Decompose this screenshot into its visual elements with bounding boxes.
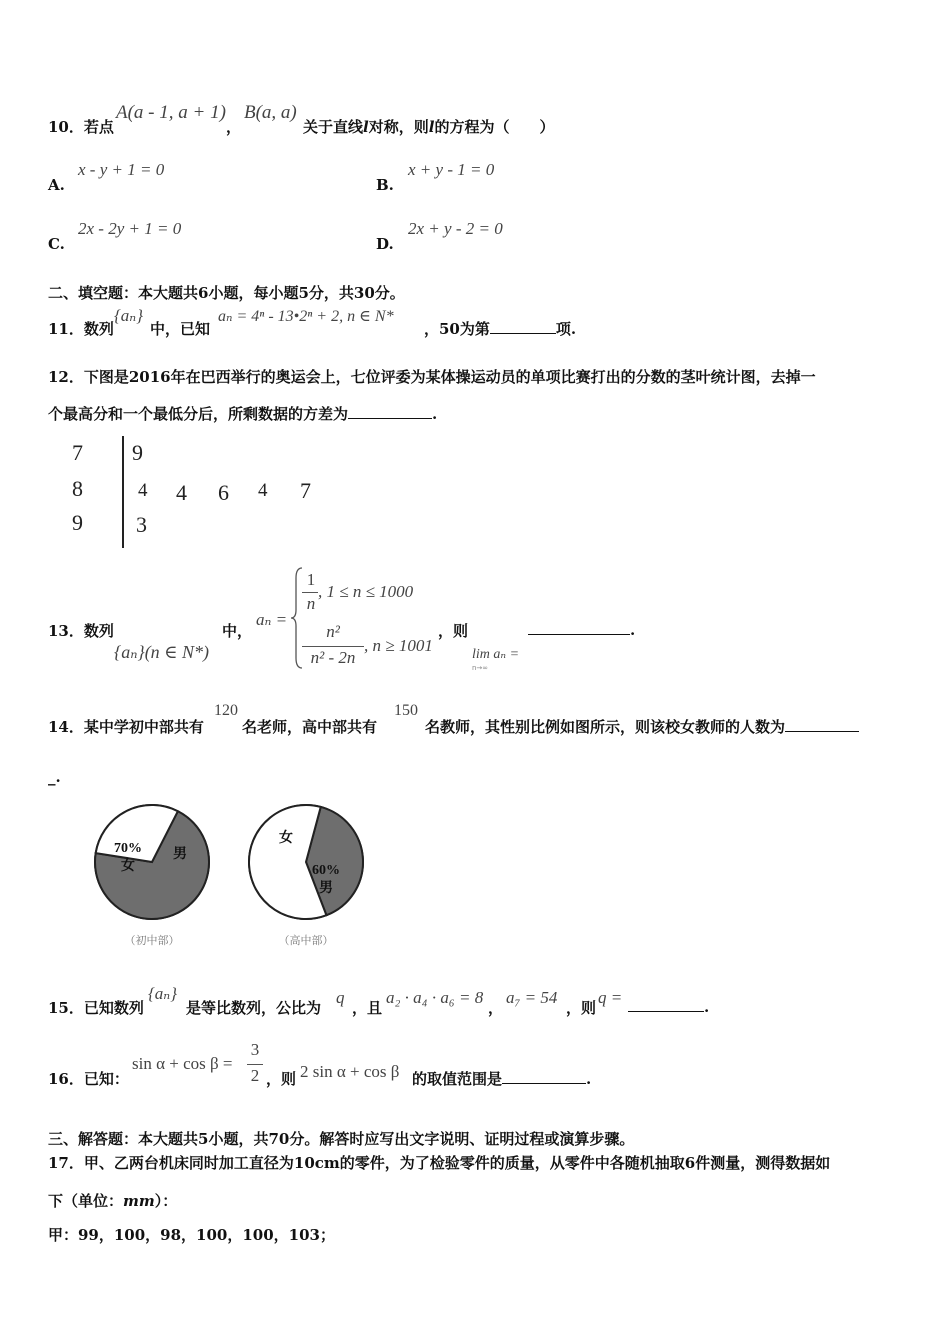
q13-case1-cond: , 1 ≤ n ≤ 1000 <box>318 582 414 601</box>
pie-junior-female-label: 女 <box>121 859 135 874</box>
q17-line2-a: 下（单位： <box>48 1192 124 1210</box>
q13-seq: {aₙ}(n ∈ N*) <box>114 642 210 662</box>
pie-chart-junior <box>90 800 220 960</box>
stem-leaf-divider <box>122 436 124 548</box>
q15-line-start <box>48 997 144 1018</box>
q13-case2-num: n² <box>326 622 340 641</box>
q12-answer-blank <box>348 404 432 419</box>
q13-case2-cond: , n ≥ 1001 <box>364 636 433 655</box>
q17-unit: mm <box>123 1192 155 1210</box>
q11-text2: 中，已知 <box>150 320 211 338</box>
q16-tail <box>412 1068 591 1089</box>
q15-text2: 是等比数列，公比为 <box>186 999 322 1017</box>
q13-text1: 数列 <box>83 622 114 640</box>
q15-comma: ， <box>488 999 504 1017</box>
q13-answer <box>528 620 635 639</box>
q12-line2 <box>48 403 437 424</box>
q10-comma: ， <box>226 118 242 136</box>
q11-seq: {aₙ} <box>114 306 143 325</box>
pie-junior-male-label: 男 <box>173 847 187 862</box>
q14-line1-start <box>48 716 204 737</box>
q13-limit: lim aₙ = <box>472 647 520 662</box>
q11-text4: 项. <box>555 320 577 338</box>
q15-ask: q = <box>598 988 623 1007</box>
leaf-8-4: 7 <box>300 478 311 503</box>
q11-line <box>48 318 114 339</box>
q13-limit-sub: n→∞ <box>472 664 489 672</box>
q10-option-b-label: B. <box>376 176 394 194</box>
q10-number: 10． <box>48 118 84 136</box>
q13-answer-blank <box>528 620 630 635</box>
q15-number: 15． <box>48 999 84 1017</box>
q12-number: 12． <box>48 368 84 386</box>
leaf-7-0: 9 <box>132 440 143 465</box>
q15-seq: {aₙ} <box>148 984 177 1003</box>
q13-line <box>48 620 114 641</box>
q15-end: . <box>704 998 710 1016</box>
q16-expr: 2 sin α + cos β <box>300 1062 400 1081</box>
q15-text4: ，则 <box>566 999 597 1017</box>
q15-text3: ，且 <box>352 999 383 1017</box>
leaf-8-1: 4 <box>176 480 187 505</box>
q13-end: . <box>630 621 636 639</box>
q16-frac-num: 3 <box>250 1040 260 1059</box>
q14-number: 14． <box>48 718 84 736</box>
q13-text2: 中， <box>222 622 253 640</box>
q12-line1 <box>48 366 816 387</box>
q10-l1: l <box>363 118 369 136</box>
q14-answer-blank <box>785 717 859 732</box>
q14-text3: 名教师，其性别比例如图所示，则该校女教师的人数为 <box>425 718 786 736</box>
q11-text1: 数列 <box>83 320 114 338</box>
q14-cont: _. <box>48 768 61 786</box>
leaf-8-2: 6 <box>218 480 229 505</box>
q11-number: 11． <box>48 320 84 338</box>
q10-text4: 的方程为（ ） <box>434 118 555 136</box>
stem-9: 9 <box>72 510 83 535</box>
q10-l2: l <box>428 118 435 136</box>
q11-text3: ，50为第 <box>424 320 490 338</box>
q17-line1: 17．甲、乙两台机床同时加工直径为10cm的零件，为了检验零件的质量，从零件中各随机抽取6件测量，测得数据如 <box>48 1154 831 1172</box>
q12-text2: 个最高分和一个最低分后，所剩数据的方差为 <box>48 405 349 423</box>
q13-number: 13． <box>48 622 84 640</box>
q10-option-c-expr: 2x - 2y + 1 = 0 <box>78 219 182 238</box>
q15-cond2: a₇ = 54 <box>506 988 558 1007</box>
q10-option-d-expr: 2x + y - 2 = 0 <box>408 219 503 238</box>
q12-text1: 下图是2016年在巴西举行的奥运会上，七位评委为某体操运动员的单项比赛打出的分数的茎叶统计图，去掉一 <box>83 368 816 386</box>
q10-option-a-expr: x - y + 1 = 0 <box>78 160 165 179</box>
pie-senior-female-label: 女 <box>279 831 293 846</box>
q14-n1: 120 <box>214 702 238 719</box>
q13-case1-num: 1 <box>306 570 316 589</box>
q10-text: 若点 <box>83 118 114 136</box>
leaf-8-3: 4 <box>258 480 268 501</box>
q14-text1: 某中学初中部共有 <box>83 718 204 736</box>
q10-option-c-label: C. <box>48 235 65 253</box>
stem-7: 7 <box>72 440 83 465</box>
q10-option-b-expr: x + y - 1 = 0 <box>408 160 495 179</box>
q16-frac-den: 2 <box>250 1066 260 1085</box>
q11-tail <box>424 318 576 339</box>
pie-junior-caption: （初中部） <box>124 934 180 947</box>
pie-junior-female-pct: 70% <box>114 841 142 856</box>
q15-text1: 已知数列 <box>83 999 144 1017</box>
q13-case2-bar <box>302 646 364 647</box>
q12-end: . <box>432 405 438 423</box>
pie-senior-male-pct: 60% <box>312 863 340 878</box>
q14-text2: 名老师，高中部共有 <box>242 718 378 736</box>
q16-line-start <box>48 1068 129 1089</box>
q10-option-d-label: D. <box>376 235 394 253</box>
pie-senior-male-label: 男 <box>319 881 333 896</box>
q16-frac-bar <box>247 1064 263 1065</box>
q15-q: q <box>336 988 345 1007</box>
q13-case1-den: n <box>306 594 316 613</box>
q10-point-a: A(a - 1, a + 1) <box>116 102 226 123</box>
q17-line3: 甲：99，100，98，100，100，103； <box>48 1226 335 1244</box>
q16-text2: ，则 <box>266 1070 297 1088</box>
section3-heading: 三、解答题：本大题共5小题，共70分。解答时应写出文字说明、证明过程或演算步骤。 <box>48 1130 635 1148</box>
leaf-9-0: 3 <box>136 512 147 537</box>
q10-line <box>48 116 114 137</box>
q15-cond1: a₂ · a₄ · a₆ = 8 <box>386 988 484 1007</box>
stem-8: 8 <box>72 476 83 501</box>
q16-end: . <box>586 1070 592 1088</box>
q10-line-rest <box>303 116 554 137</box>
q10-text3: 对称，则 <box>368 118 429 136</box>
q13-case1-bar <box>302 592 318 593</box>
q14-line1-end <box>425 716 859 737</box>
q10-point-b: B(a, a) <box>244 102 297 123</box>
q16-number: 16． <box>48 1070 84 1088</box>
q16-lhs: sin α + cos β = <box>132 1054 233 1073</box>
q15-answer-blank <box>628 997 704 1012</box>
pie-senior-caption: （高中部） <box>278 934 334 947</box>
q17-line2 <box>48 1190 177 1211</box>
q11-formula: aₙ = 4ⁿ - 13•2ⁿ + 2, n ∈ N* <box>218 308 394 325</box>
q16-text1: 已知： <box>83 1070 129 1088</box>
section2-heading: 二、填空题：本大题共6小题，每小题5分，共30分。 <box>48 284 405 302</box>
q13-case2-den: n² - 2n <box>310 648 356 667</box>
q10-option-a-label: A. <box>48 176 65 194</box>
q16-answer-blank <box>502 1069 586 1084</box>
q10-text2: 关于直线 <box>303 118 364 136</box>
q17-line2-b: ）： <box>154 1192 178 1210</box>
leaf-8-0: 4 <box>138 480 148 501</box>
q13-text3: ，则 <box>438 622 469 640</box>
q14-n2: 150 <box>394 702 418 719</box>
q16-text3: 的取值范围是 <box>412 1070 503 1088</box>
q11-answer-blank <box>490 319 556 334</box>
q13-lhs: aₙ = <box>256 610 288 629</box>
pie-chart-senior <box>244 800 374 960</box>
q15-answer <box>628 997 709 1016</box>
